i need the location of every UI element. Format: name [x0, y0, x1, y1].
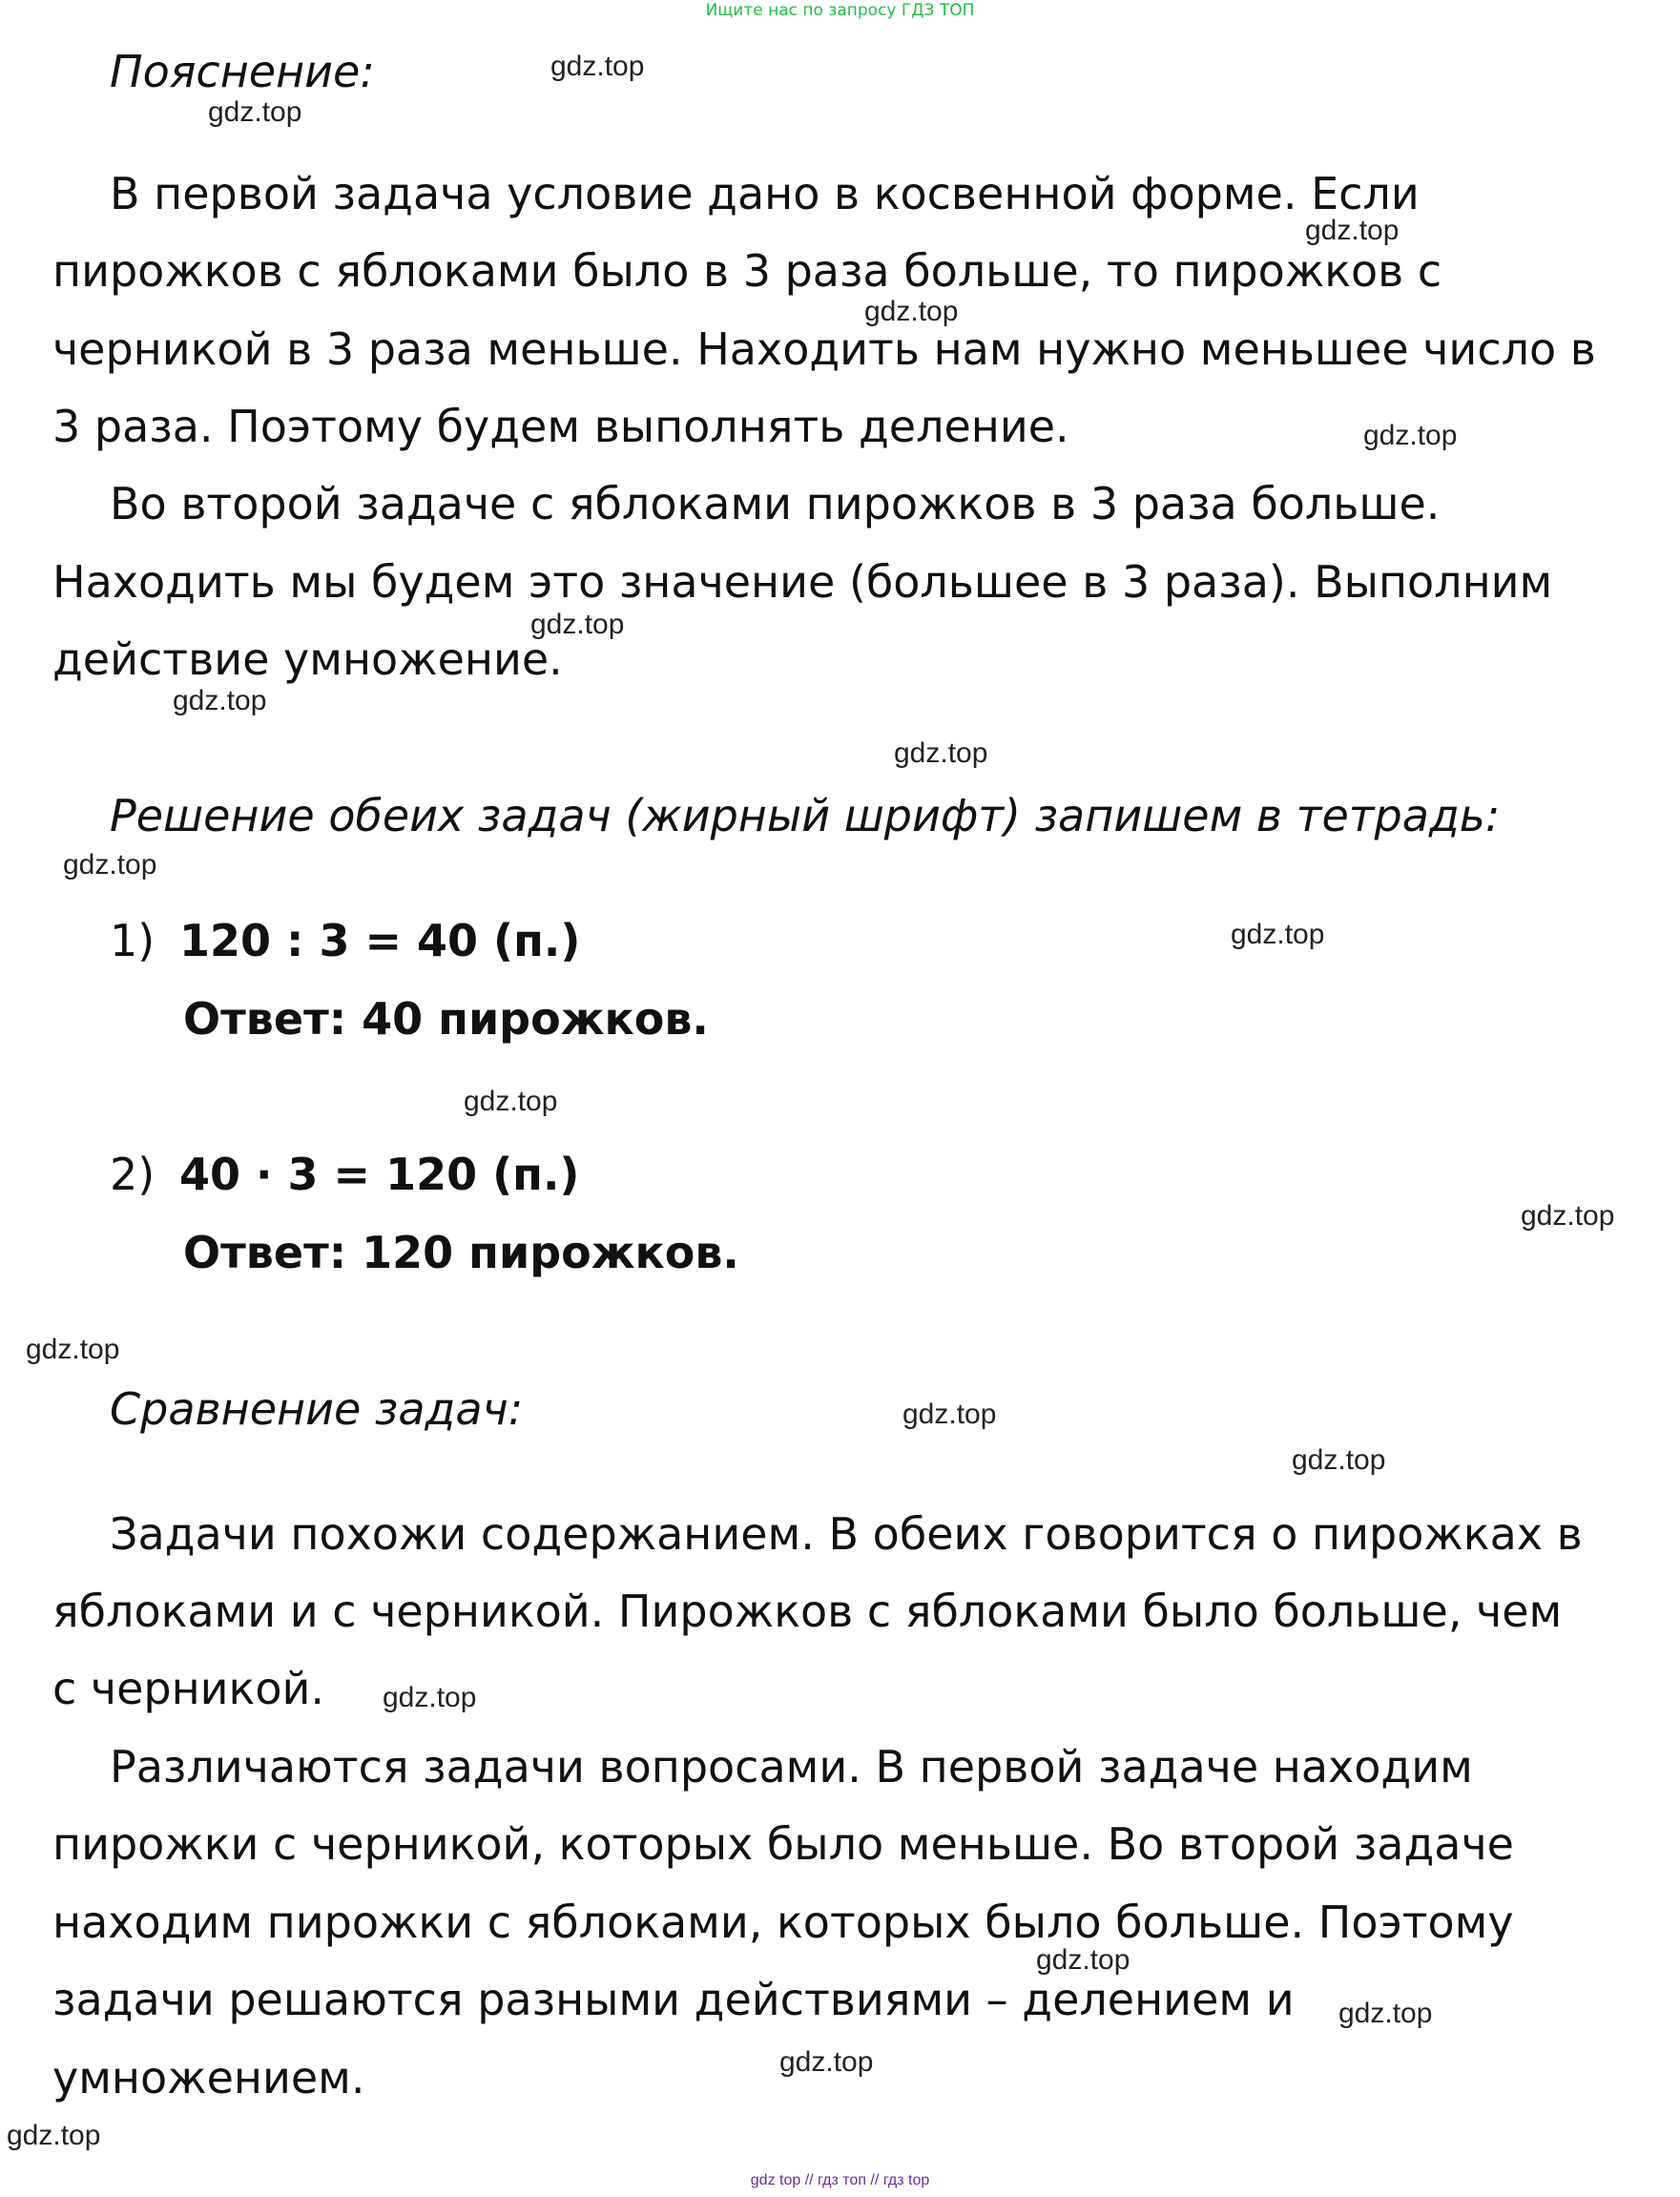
solution-item-number: 1) [110, 915, 156, 966]
comparison-line: с черникой. [52, 1663, 325, 1714]
comparison-heading: Сравнение задач: [110, 1383, 524, 1435]
explanation-heading: Пояснение: [110, 46, 375, 97]
watermark: gdz.top [1036, 1944, 1130, 1976]
explanation-line: Находить мы будем это значение (большее в 3 раза). Выполним [52, 556, 1553, 608]
watermark: gdz.top [894, 737, 988, 769]
watermark: gdz.top [864, 296, 959, 327]
explanation-line: Во второй задаче с яблоками пирожков в 3 раза больше. [110, 478, 1441, 529]
watermark: gdz.top [1363, 420, 1458, 451]
watermark: gdz.top [383, 1682, 477, 1713]
explanation-line: действие умножение. [52, 633, 563, 685]
top-banner: Ищите нас по запросу ГДЗ ТОП [705, 1, 975, 20]
solution-item-expression: 40 · 3 = 120 (п.) [179, 1149, 580, 1200]
solution-item-answer: Ответ: 120 пирожков. [183, 1227, 739, 1278]
watermark: gdz.top [7, 2120, 101, 2151]
solution-heading: Решение обеих задач (жирный шрифт) запишем в тетрадь: [110, 790, 1501, 841]
solution-item-answer: Ответ: 40 пирожков. [183, 993, 709, 1045]
watermark: gdz.top [1305, 215, 1400, 246]
comparison-line: Различаются задачи вопросами. В первой задаче находим [110, 1741, 1473, 1793]
watermark: gdz.top [464, 1086, 558, 1117]
watermark: gdz.top [550, 51, 645, 82]
watermark: gdz.top [1292, 1444, 1386, 1476]
comparison-line: находим пирожки с яблоками, которых было больше. Поэтому [52, 1896, 1514, 1948]
watermark: gdz.top [530, 609, 625, 640]
watermark: gdz.top [26, 1334, 120, 1365]
solution-item-number: 2) [110, 1149, 156, 1200]
comparison-line: яблоками и с черникой. Пирожков с яблоками было больше, чем [52, 1586, 1563, 1637]
comparison-line: умножением. [52, 2052, 365, 2104]
comparison-line: Задачи похожи содержанием. В обеих говорится о пирожках в [110, 1508, 1583, 1560]
watermark: gdz.top [779, 2046, 874, 2078]
watermark: gdz.top [1231, 919, 1325, 950]
watermark: gdz.top [208, 96, 302, 128]
watermark: gdz.top [63, 849, 157, 881]
explanation-line: пирожков с яблоками было в 3 раза больше, то пирожков с [52, 245, 1442, 297]
footer-watermark: gdz top // гдз топ // гдз top [750, 2172, 930, 2188]
explanation-line: черникой в 3 раза меньше. Находить нам нужно меньшее число в [52, 323, 1596, 375]
comparison-line: задачи решаются разными действиями – делением и [52, 1974, 1295, 2025]
explanation-line: 3 раза. Поэтому будем выполнять деление. [52, 401, 1069, 452]
watermark: gdz.top [1338, 1998, 1433, 2029]
solution-item-expression: 120 : 3 = 40 (п.) [179, 915, 581, 966]
watermark: gdz.top [173, 685, 267, 716]
watermark: gdz.top [902, 1399, 997, 1430]
watermark: gdz.top [1521, 1200, 1615, 1232]
comparison-line: пирожки с черникой, которых было меньше. Во второй задаче [52, 1818, 1514, 1870]
explanation-line: В первой задача условие дано в косвенной форме. Если [110, 168, 1420, 219]
